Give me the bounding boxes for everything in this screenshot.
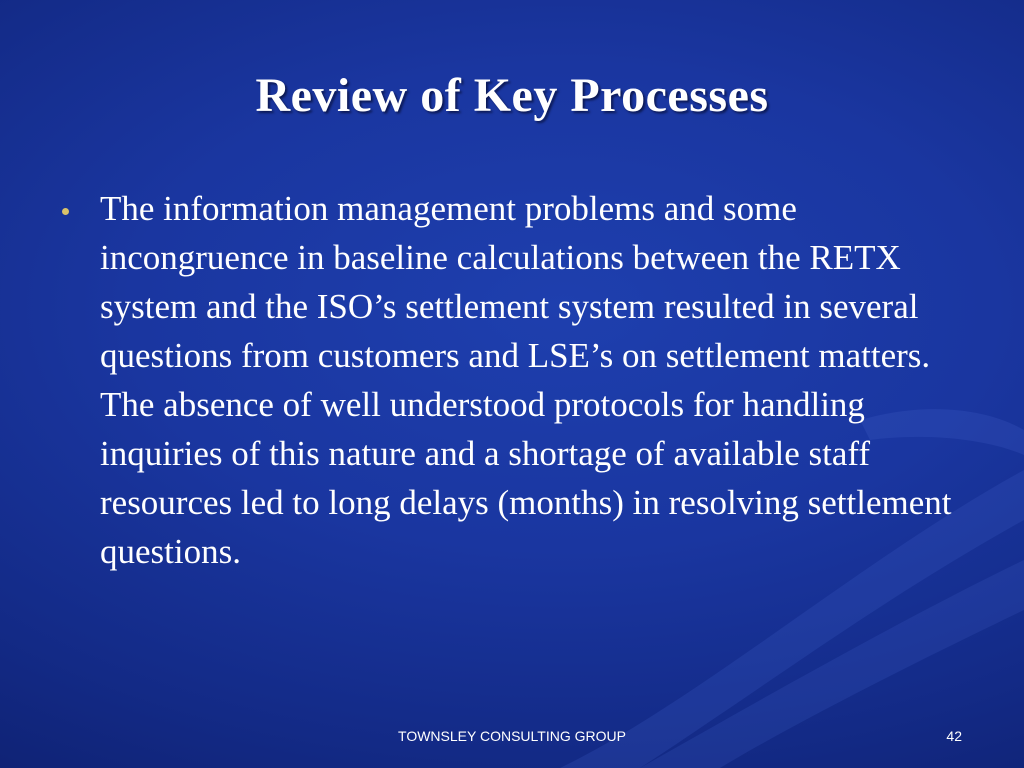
bullet-list <box>62 184 962 576</box>
footer-text: TOWNSLEY CONSULTING GROUP <box>398 728 626 744</box>
page-number: 42 <box>946 728 962 744</box>
bullet-text: The information management problems and some incongruence in baseline calculations between the RETX system and the ISO’s settlement system resulted in several questions from customers and LSE’s on settlement matters. The absence of well understood protocols for handling inquiries of this nature and a shortage of available staff resources led to long delays (months) in resolving settlement questions. <box>100 189 952 571</box>
bullet-marker-icon <box>62 208 69 215</box>
slide-title: Review of Key Processes <box>255 69 769 122</box>
bullet-item <box>62 184 962 576</box>
